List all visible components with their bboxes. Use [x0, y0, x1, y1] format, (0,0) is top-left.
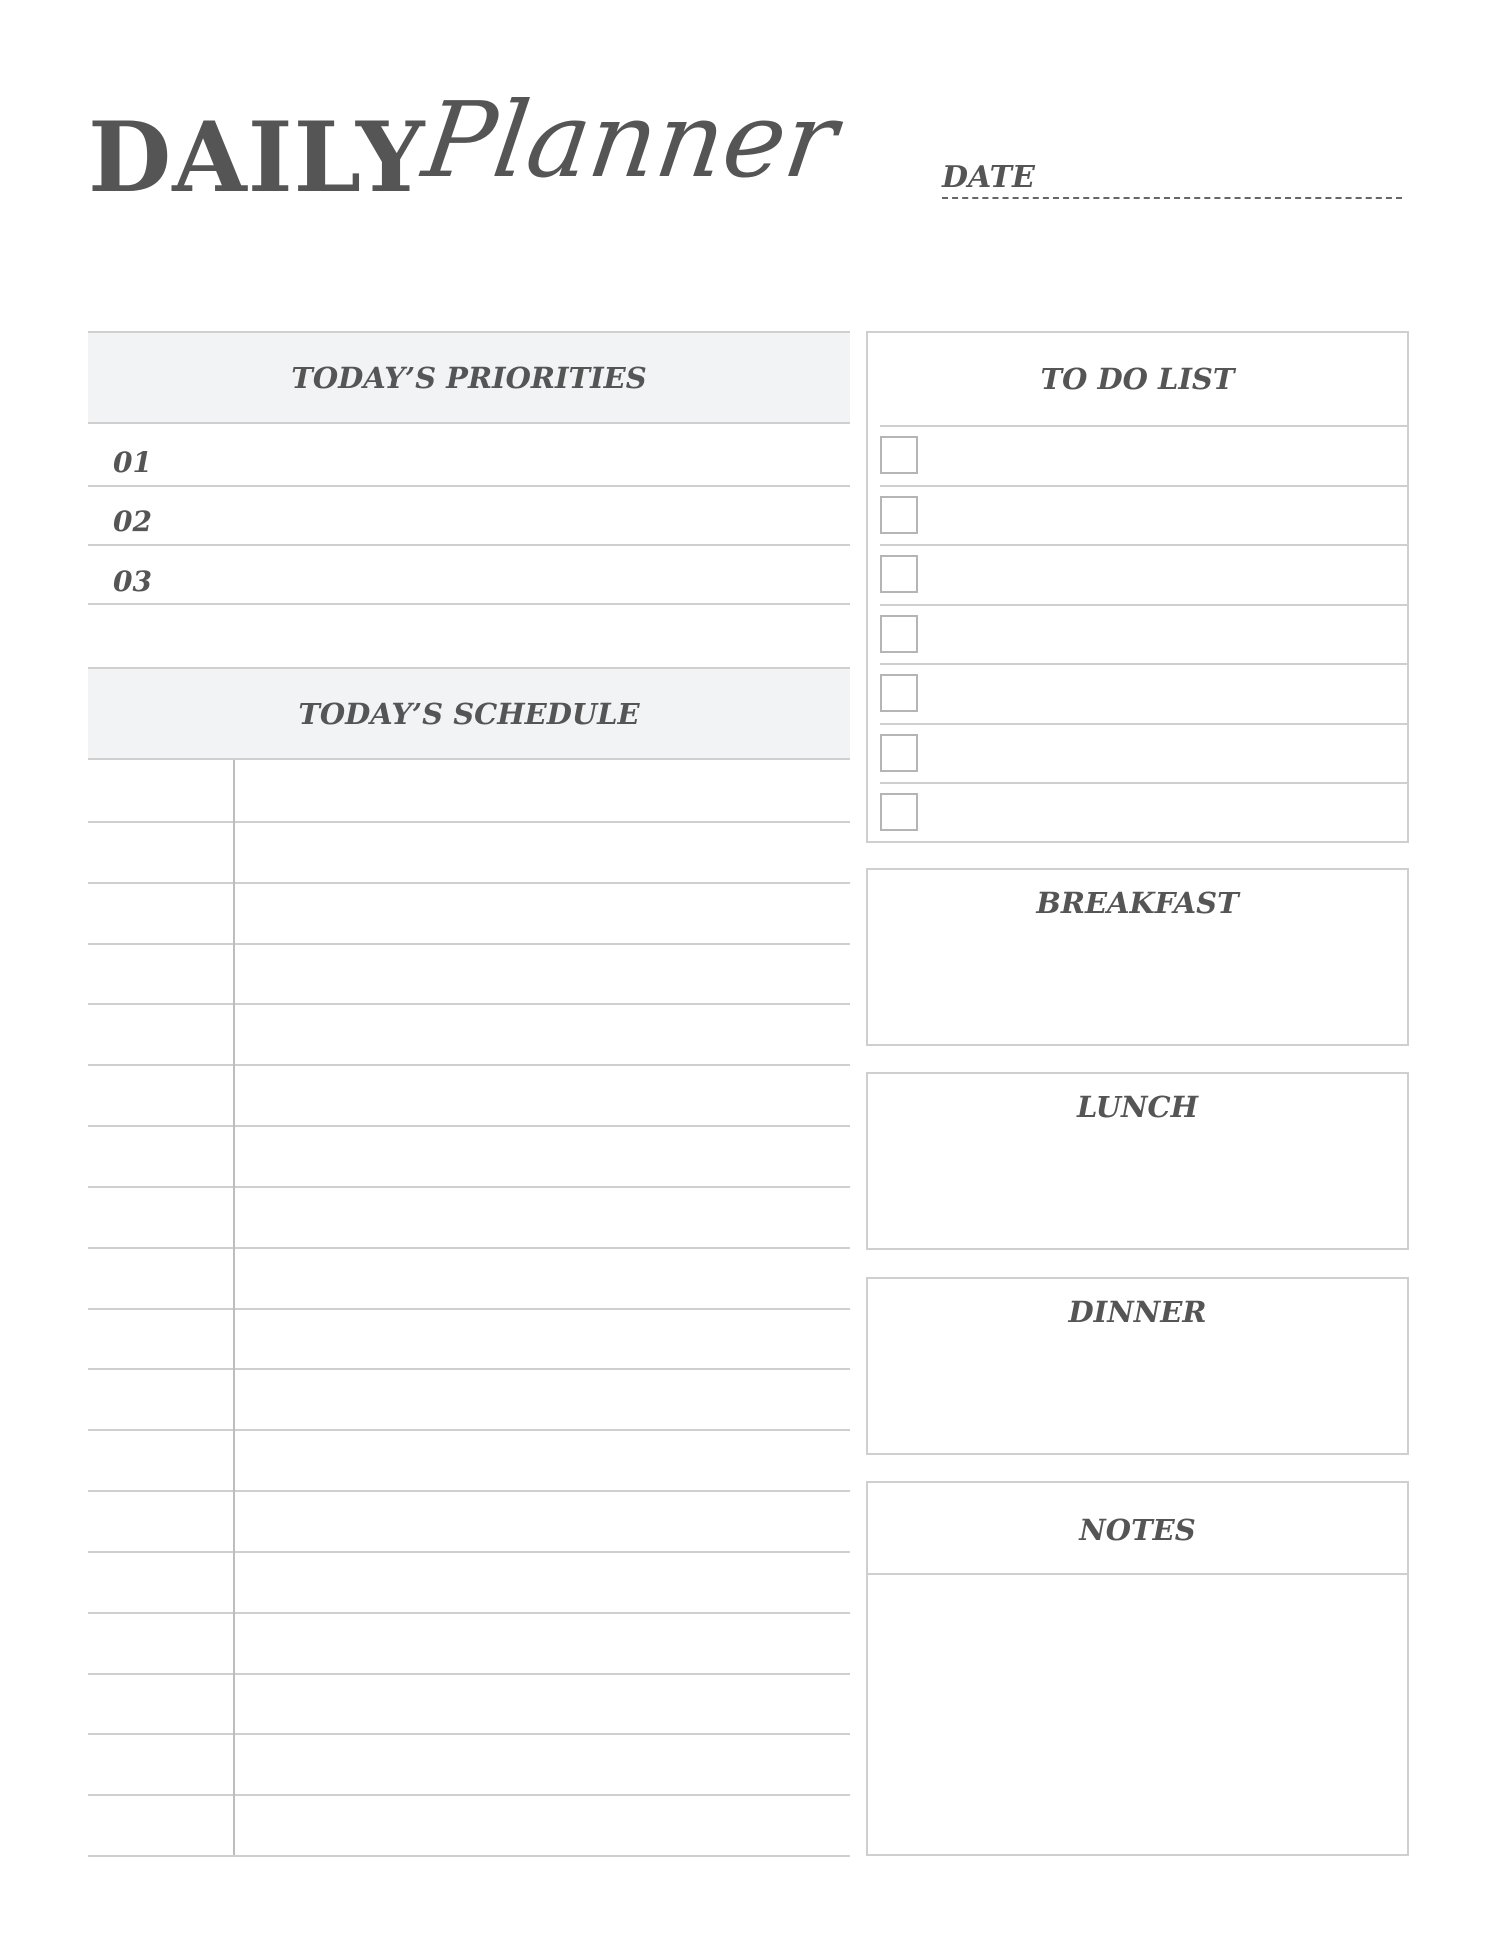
- todo-title: TO DO LIST: [1040, 362, 1235, 396]
- schedule-row-line[interactable]: [88, 1064, 850, 1066]
- todo-checkbox[interactable]: [880, 555, 918, 593]
- schedule-row-line[interactable]: [88, 1125, 850, 1127]
- todo-header-divider: [880, 425, 1409, 427]
- todo-item-line[interactable]: [880, 663, 1409, 665]
- schedule-row-line[interactable]: [88, 1855, 850, 1857]
- schedule-row-line[interactable]: [88, 1733, 850, 1735]
- schedule-header: [88, 667, 850, 760]
- todo-checkbox[interactable]: [880, 674, 918, 712]
- todo-checkbox[interactable]: [880, 615, 918, 653]
- schedule-row-line[interactable]: [88, 1490, 850, 1492]
- priority-line-2[interactable]: [88, 544, 850, 546]
- todo-checkbox[interactable]: [880, 496, 918, 534]
- schedule-row-line[interactable]: [88, 1429, 850, 1431]
- notes-divider: [868, 1573, 1407, 1575]
- todo-checkbox[interactable]: [880, 436, 918, 474]
- schedule-row-line[interactable]: [88, 1794, 850, 1796]
- todo-item-line[interactable]: [880, 723, 1409, 725]
- schedule-row-line[interactable]: [88, 821, 850, 823]
- todo-item-line[interactable]: [880, 485, 1409, 487]
- breakfast-box[interactable]: [866, 868, 1409, 1046]
- schedule-row-line[interactable]: [88, 1368, 850, 1370]
- title-planner: Planner: [416, 79, 845, 201]
- schedule-row-line[interactable]: [88, 1612, 850, 1614]
- todo-checkbox[interactable]: [880, 734, 918, 772]
- lunch-title: LUNCH: [1076, 1090, 1199, 1124]
- date-label: DATE: [942, 160, 1035, 195]
- schedule-row-line[interactable]: [88, 1673, 850, 1675]
- schedule-row-line[interactable]: [88, 1186, 850, 1188]
- priority-number-1: 01: [113, 446, 152, 479]
- notes-box[interactable]: [866, 1481, 1409, 1856]
- date-field-line[interactable]: [942, 197, 1402, 199]
- schedule-row-line[interactable]: [88, 1003, 850, 1005]
- priorities-title: TODAY’S PRIORITIES: [291, 360, 647, 395]
- dinner-title: DINNER: [1068, 1295, 1207, 1329]
- schedule-row-line[interactable]: [88, 943, 850, 945]
- todo-box: [866, 331, 1409, 843]
- schedule-title: TODAY’S SCHEDULE: [298, 696, 640, 731]
- todo-checkbox[interactable]: [880, 793, 918, 831]
- schedule-row-line[interactable]: [88, 882, 850, 884]
- priority-line-3[interactable]: [88, 603, 850, 605]
- schedule-time-divider: [233, 760, 235, 1855]
- breakfast-title: BREAKFAST: [1036, 886, 1239, 920]
- title-daily: DAILY: [88, 101, 426, 214]
- todo-item-line[interactable]: [880, 782, 1409, 784]
- priority-number-3: 03: [113, 565, 152, 598]
- schedule-row-line[interactable]: [88, 1551, 850, 1553]
- todo-item-line[interactable]: [880, 544, 1409, 546]
- priorities-header: [88, 331, 850, 424]
- priority-line-1[interactable]: [88, 485, 850, 487]
- notes-title: NOTES: [1079, 1513, 1196, 1547]
- lunch-box[interactable]: [866, 1072, 1409, 1250]
- schedule-row-line[interactable]: [88, 1247, 850, 1249]
- todo-item-line[interactable]: [880, 604, 1409, 606]
- dinner-box[interactable]: [866, 1277, 1409, 1455]
- priority-number-2: 02: [113, 505, 152, 538]
- schedule-row-line[interactable]: [88, 1308, 850, 1310]
